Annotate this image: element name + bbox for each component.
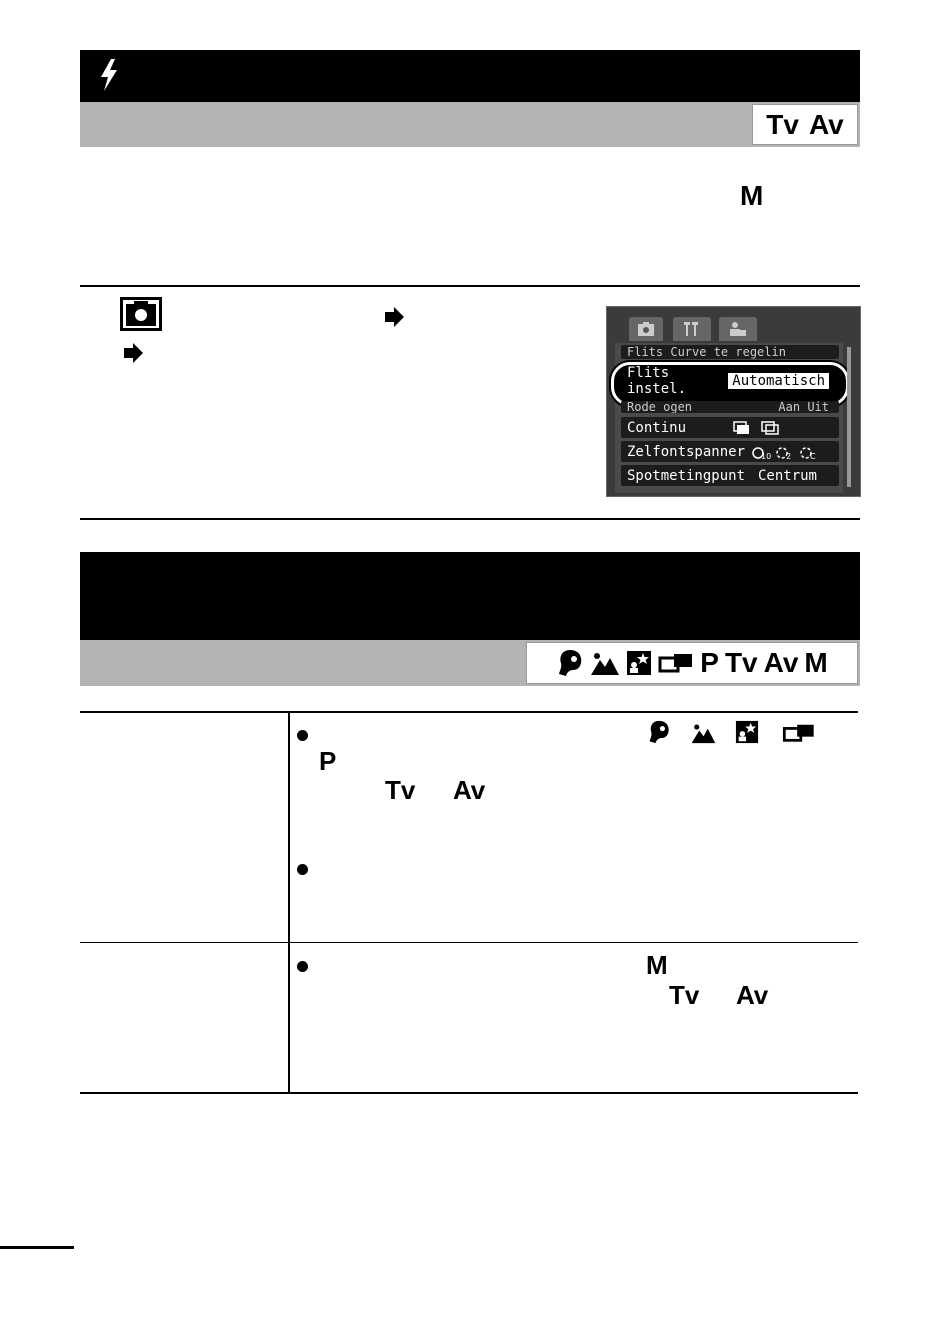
table-bottom-rule <box>80 1092 858 1094</box>
self-timer-2-icon <box>775 444 795 460</box>
continuous-icon <box>733 421 751 435</box>
section2-subheader-bar <box>80 640 860 686</box>
mode-tv: Tv <box>724 647 758 678</box>
section2-header-bar <box>80 552 860 640</box>
mode-tv: Tv <box>766 108 799 140</box>
camera-menu-screenshot <box>606 306 861 497</box>
bullet <box>297 961 308 972</box>
menu-row-red-eye[interactable]: Rode ogen Aan Uit <box>621 401 839 413</box>
landscape-icon <box>590 650 620 676</box>
person-icon <box>729 321 747 337</box>
mode-m-inline: M <box>646 950 668 980</box>
menu-row-self-timer[interactable]: Zelfontspanner 10 2 C <box>621 441 839 462</box>
flash-icon <box>98 58 120 92</box>
camera-icon <box>638 322 654 336</box>
menu-row-spot-ae[interactable]: Spotmetingpunt Centrum <box>621 465 839 486</box>
value-box: Automatisch <box>728 373 829 389</box>
arrow-right-icon <box>383 306 405 328</box>
self-timer-icons <box>751 444 819 460</box>
tab-shooting <box>629 317 663 341</box>
mode-m: M <box>804 647 828 678</box>
night-scene-icon <box>626 650 652 676</box>
bullet <box>297 864 308 875</box>
mode-p-inline: P <box>319 746 337 776</box>
svg-text:10: 10 <box>761 451 771 460</box>
lcd-scrollbar <box>847 347 851 487</box>
continuous-icons <box>733 421 779 435</box>
portrait-icon <box>556 648 584 678</box>
table-row-divider <box>80 942 858 943</box>
mode-badge-2 <box>526 642 858 684</box>
mode-av-inline: Av <box>453 775 486 805</box>
mode-badge <box>752 104 858 145</box>
table-column-divider <box>288 712 290 1093</box>
bullet <box>297 730 308 741</box>
self-timer-10-icon <box>751 444 771 460</box>
mode-av-inline: Av <box>736 980 769 1010</box>
night-scene-icon <box>735 720 759 744</box>
camera-icon <box>120 297 162 331</box>
mode-tv-inline: Tv <box>385 775 416 805</box>
section1-subheader-bar <box>80 102 860 147</box>
mode-m-inline: M <box>740 180 764 211</box>
svg-text:2: 2 <box>786 451 792 460</box>
self-timer-custom-icon <box>799 444 819 460</box>
table-top-rule <box>80 711 858 713</box>
mode-tv-inline: Tv <box>669 980 700 1010</box>
mode-p: P <box>700 647 719 678</box>
stitch-assist-icon <box>658 651 694 675</box>
menu-row-continuous[interactable]: Continu <box>621 417 839 438</box>
rule-1 <box>80 285 860 287</box>
rule-2 <box>80 518 860 520</box>
menu-row-partial: Flits Curve te regelin <box>621 345 839 359</box>
arrow-right-icon <box>122 342 144 364</box>
svg-text:C: C <box>810 451 816 460</box>
continuous-high-icon <box>761 421 779 435</box>
landscape-icon <box>690 722 717 744</box>
stitch-assist-icon <box>781 722 817 744</box>
tab-my-settings <box>719 317 757 341</box>
wrench-icon <box>683 322 701 336</box>
menu-row-flash-settings[interactable]: Flits instel. Automatisch <box>621 369 837 393</box>
tab-settings <box>673 317 711 341</box>
page-number-rule <box>0 1246 74 1249</box>
portrait-icon <box>647 719 671 745</box>
mode-av: Av <box>808 108 844 140</box>
section1-header-bar <box>80 50 860 102</box>
mode-av: Av <box>763 647 799 678</box>
